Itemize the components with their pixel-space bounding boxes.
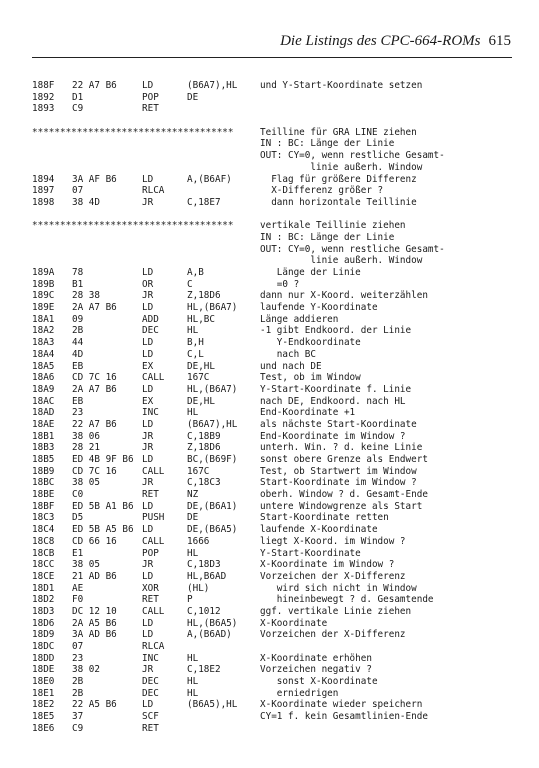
mnemonic: EX (142, 395, 154, 407)
address: 18D9 (32, 629, 55, 641)
mnemonic: SCF (142, 711, 159, 723)
comment: CY=1 f. kein Gesamtlinien-Ende (260, 711, 428, 723)
listing-line (32, 396, 512, 408)
operand: Z,18D6 (187, 290, 221, 302)
mnemonic: RLCA (142, 641, 165, 652)
mnemonic: CALL (142, 372, 165, 384)
opcode-bytes: 3A AF B6 (72, 173, 117, 185)
comment: -1 gibt Endkoord. der Linie (260, 325, 412, 337)
opcode-bytes: B1 (72, 278, 84, 290)
comment: nach DE, Endkoord. nach HL (260, 395, 406, 407)
opcode-bytes: ED 4B 9F B6 (72, 454, 134, 465)
operand: DE,HL (187, 395, 215, 407)
mnemonic: POP (142, 91, 159, 103)
mnemonic: JR (142, 196, 154, 208)
header-title: Die Listings des CPC-664-ROMs (280, 33, 481, 49)
mnemonic: CALL (142, 605, 165, 617)
blank-line (32, 209, 512, 221)
comment: hineinbewegt ? d. Gesamtende (260, 594, 434, 606)
listing-line (32, 325, 512, 337)
address: 18AC (32, 395, 55, 407)
operand: C (187, 278, 193, 290)
listing-line (32, 583, 512, 595)
listing-line (32, 127, 512, 139)
address: 1894 (32, 173, 55, 185)
opcode-bytes: AE (72, 582, 84, 594)
listing-line (32, 618, 512, 630)
address: 1897 (32, 185, 55, 197)
address: 18C4 (32, 524, 55, 536)
mnemonic: POP (142, 547, 159, 559)
comment: unterh. Win. ? d. keine Linie (260, 442, 423, 454)
assembly-listing (32, 80, 512, 735)
opcode-bytes: CD 7C 16 (72, 465, 117, 477)
listing-line (32, 337, 512, 349)
listing-line (32, 653, 512, 665)
listing-line (32, 419, 512, 431)
operand: DE,HL (187, 360, 215, 372)
address: 18CB (32, 547, 55, 559)
comment: erniedrigen (260, 687, 339, 699)
comment: Vorzeichen der X-Differenz (260, 629, 406, 641)
opcode-bytes: D1 (72, 91, 84, 103)
address: 189C (32, 290, 55, 302)
comment: OUT: CY=0, wenn restliche Gesamt- (260, 150, 445, 162)
operand: HL (187, 676, 199, 688)
listing-line (32, 384, 512, 396)
mnemonic: LD (142, 173, 154, 185)
operand: C,18C3 (187, 477, 221, 489)
address: 18A3 (32, 337, 55, 349)
listing-line (32, 220, 512, 232)
operand: HL (187, 547, 199, 559)
listing-line (32, 174, 512, 186)
page-number: 615 (488, 33, 511, 49)
opcode-bytes: 2A A7 B6 (72, 302, 117, 314)
address: 18A9 (32, 383, 55, 395)
opcode-bytes: 22 A7 B6 (72, 80, 117, 91)
comment: IN : BC: Länge der Linie (260, 138, 395, 150)
comment: X-Koordinate erhöhen (260, 652, 372, 664)
operand: B,H (187, 337, 204, 349)
address: 18A6 (32, 372, 55, 384)
listing-line (32, 80, 512, 92)
mnemonic: CALL (142, 535, 165, 547)
operand: C,18B9 (187, 430, 221, 442)
opcode-bytes: 78 (72, 267, 84, 278)
address: 18E5 (32, 711, 55, 723)
listing-line (32, 150, 512, 162)
address: 18D6 (32, 617, 55, 629)
listing-line (32, 372, 512, 384)
address: 188F (32, 80, 55, 91)
address: 18A5 (32, 360, 55, 372)
address: 18C3 (32, 512, 55, 524)
operand: A,(B6AD) (187, 629, 232, 641)
opcode-bytes: CD 7C 16 (72, 372, 117, 384)
mnemonic: LD (142, 570, 154, 582)
comment: nach BC (260, 348, 316, 360)
listing-line (32, 349, 512, 361)
opcode-bytes: 2A A5 B6 (72, 617, 117, 629)
listing-line (32, 279, 512, 291)
address: 18DE (32, 664, 55, 676)
listing-line (32, 103, 512, 115)
opcode-bytes: 38 06 (72, 430, 100, 442)
opcode-bytes: 09 (72, 313, 84, 325)
mnemonic: JR (142, 559, 154, 571)
opcode-bytes: ED 5B A5 B6 (72, 524, 134, 536)
comment: dann horizontale Teillinie (260, 196, 417, 208)
comment: Länge addieren (260, 313, 339, 325)
mnemonic: ADD (142, 313, 159, 325)
opcode-bytes: F0 (72, 594, 84, 606)
header-rule (32, 57, 512, 58)
opcode-bytes: 4D (72, 348, 84, 360)
opcode-bytes: EB (72, 360, 84, 372)
listing-line (32, 92, 512, 104)
mnemonic: RET (142, 103, 159, 115)
address: 1892 (32, 91, 55, 103)
opcode-bytes: 38 05 (72, 477, 100, 489)
address: 18E1 (32, 687, 55, 699)
address: 18CC (32, 559, 55, 571)
comment: X-Koordinate (260, 617, 328, 629)
opcode-bytes: 3A AD B6 (72, 629, 117, 641)
separator-stars: ************************************ (32, 220, 234, 232)
operand: DE (187, 91, 199, 103)
opcode-bytes: 38 05 (72, 559, 100, 571)
opcode-bytes: 22 A7 B6 (72, 418, 117, 430)
address: 18E6 (32, 722, 55, 734)
address: 18B9 (32, 465, 55, 477)
address: 18DC (32, 641, 55, 652)
operand: 1666 (187, 535, 210, 547)
address: 18AE (32, 418, 55, 430)
operand: BC,(B69F) (187, 454, 238, 465)
address: 18A4 (32, 348, 55, 360)
listing-line (32, 255, 512, 267)
listing-line (32, 267, 512, 279)
opcode-bytes: 07 (72, 641, 84, 652)
address: 18CE (32, 570, 55, 582)
listing-line (32, 629, 512, 641)
operand: DE (187, 512, 199, 524)
mnemonic: DEC (142, 676, 159, 688)
listing-line (32, 512, 512, 524)
comment: X-Koordinate im Window ? (260, 559, 395, 571)
listing-line (32, 571, 512, 583)
operand: HL,(B6A7) (187, 302, 238, 314)
comment: als nächste Start-Koordinate (260, 418, 417, 430)
comment: sonst obere Grenze als Endwert (260, 454, 428, 465)
address: 18B5 (32, 454, 55, 465)
listing-line (32, 641, 512, 653)
comment: Teilline für GRA LINE ziehen (260, 126, 417, 138)
address: 1893 (32, 103, 55, 115)
comment: Y-Start-Koordinate (260, 547, 361, 559)
comment: dann nur X-Koord. weiterzählen (260, 290, 428, 302)
listing-line (32, 548, 512, 560)
comment: End-Koordinate im Window ? (260, 430, 406, 442)
operand: NZ (187, 489, 199, 501)
listing-line (32, 723, 512, 735)
address: 18E0 (32, 676, 55, 688)
listing-line (32, 442, 512, 454)
running-header (280, 33, 511, 50)
operand: DE,(B6A1) (187, 500, 238, 512)
mnemonic: OR (142, 278, 154, 290)
address: 18A1 (32, 313, 55, 325)
opcode-bytes: C9 (72, 722, 84, 734)
comment: wird sich nicht in Window (260, 582, 417, 594)
comment: Test, ob im Window (260, 372, 361, 384)
mnemonic: RET (142, 489, 159, 501)
operand: HL (187, 687, 199, 699)
listing-line (32, 185, 512, 197)
mnemonic: LD (142, 348, 154, 360)
listing-line (32, 676, 512, 688)
mnemonic: LD (142, 524, 154, 536)
mnemonic: LD (142, 617, 154, 629)
comment: oberh. Window ? d. Gesamt-Ende (260, 489, 428, 501)
blank-line (32, 115, 512, 127)
opcode-bytes: 22 A5 B6 (72, 699, 117, 711)
comment: linie außerh. Window (260, 255, 423, 267)
comment: laufende X-Koordinate (260, 524, 378, 536)
mnemonic: LD (142, 418, 154, 430)
mnemonic: LD (142, 267, 154, 278)
mnemonic: DEC (142, 687, 159, 699)
mnemonic: CALL (142, 465, 165, 477)
comment: Start-Koordinate retten (260, 512, 389, 524)
listing-line (32, 489, 512, 501)
comment: X-Koordinate wieder speichern (260, 699, 423, 711)
opcode-bytes: 2B (72, 687, 84, 699)
operand: 167C (187, 465, 210, 477)
listing-line (32, 594, 512, 606)
opcode-bytes: E1 (72, 547, 84, 559)
comment: ggf. vertikale Linie ziehen (260, 605, 412, 617)
mnemonic: LD (142, 383, 154, 395)
comment: liegt X-Koord. im Window ? (260, 535, 406, 547)
comment: X-Differenz größer ? (260, 185, 384, 197)
comment: End-Koordinate +1 (260, 407, 356, 419)
address: 189A (32, 267, 55, 278)
operand: HL,BC (187, 313, 215, 325)
address: 18D2 (32, 594, 55, 606)
comment: Vorzeichen negativ ? (260, 664, 372, 676)
operand: (B6A5),HL (187, 699, 238, 711)
opcode-bytes: 44 (72, 337, 84, 349)
mnemonic: LD (142, 337, 154, 349)
opcode-bytes: ED 5B A1 B6 (72, 500, 134, 512)
mnemonic: LD (142, 302, 154, 314)
mnemonic: LD (142, 629, 154, 641)
operand: P (187, 594, 193, 606)
operand: HL (187, 652, 199, 664)
listing-line (32, 699, 512, 711)
comment: Start-Koordinate im Window ? (260, 477, 417, 489)
listing-line (32, 477, 512, 489)
listing-line (32, 466, 512, 478)
address: 1898 (32, 196, 55, 208)
mnemonic: LD (142, 454, 154, 465)
operand: DE,(B6A5) (187, 524, 238, 536)
operand: HL (187, 407, 199, 419)
operand: A,B (187, 267, 204, 278)
mnemonic: EX (142, 360, 154, 372)
opcode-bytes: DC 12 10 (72, 605, 117, 617)
listing-line (32, 664, 512, 676)
address: 189B (32, 278, 55, 290)
listing-line (32, 138, 512, 150)
operand: 167C (187, 372, 210, 384)
comment: linie außerh. Window (260, 161, 423, 173)
mnemonic: JR (142, 442, 154, 454)
mnemonic: INC (142, 407, 159, 419)
opcode-bytes: 23 (72, 407, 84, 419)
comment: und nach DE (260, 360, 322, 372)
comment: sonst X-Koordinate (260, 676, 378, 688)
opcode-bytes: 38 4D (72, 196, 100, 208)
address: 18B1 (32, 430, 55, 442)
operand: Z,18D6 (187, 442, 221, 454)
mnemonic: LD (142, 80, 154, 91)
mnemonic: RET (142, 594, 159, 606)
opcode-bytes: D5 (72, 512, 84, 524)
operand: (HL) (187, 582, 210, 594)
address: 189E (32, 302, 55, 314)
opcode-bytes: 38 02 (72, 664, 100, 676)
mnemonic: PUSH (142, 512, 165, 524)
listing-line (32, 314, 512, 326)
listing-line (32, 431, 512, 443)
opcode-bytes: 37 (72, 711, 84, 723)
address: 18DD (32, 652, 55, 664)
mnemonic: JR (142, 290, 154, 302)
opcode-bytes: EB (72, 395, 84, 407)
listing-line (32, 361, 512, 373)
opcode-bytes: 28 38 (72, 290, 100, 302)
mnemonic: XOR (142, 582, 159, 594)
address: 18A2 (32, 325, 55, 337)
address: 18AD (32, 407, 55, 419)
listing-line (32, 501, 512, 513)
listing-line (32, 302, 512, 314)
operand: HL (187, 325, 199, 337)
address: 18E2 (32, 699, 55, 711)
address: 18BE (32, 489, 55, 501)
address: 18C8 (32, 535, 55, 547)
comment: laufende Y-Koordinate (260, 302, 378, 314)
comment: Test, ob Startwert im Window (260, 465, 417, 477)
operand: C,1012 (187, 605, 221, 617)
comment: Länge der Linie (260, 267, 361, 278)
opcode-bytes: 21 AD B6 (72, 570, 117, 582)
address: 18BC (32, 477, 55, 489)
operand: A,(B6AF) (187, 173, 232, 185)
address: 18D1 (32, 582, 55, 594)
mnemonic: RLCA (142, 185, 165, 197)
comment: Flag für größere Differenz (260, 173, 417, 185)
mnemonic: RET (142, 722, 159, 734)
opcode-bytes: 2B (72, 325, 84, 337)
opcode-bytes: 2A A7 B6 (72, 383, 117, 395)
listing-line (32, 606, 512, 618)
mnemonic: INC (142, 652, 159, 664)
listing-line (32, 407, 512, 419)
opcode-bytes: 23 (72, 652, 84, 664)
opcode-bytes: C9 (72, 103, 84, 115)
mnemonic: LD (142, 500, 154, 512)
listing-line (32, 232, 512, 244)
mnemonic: DEC (142, 325, 159, 337)
opcode-bytes: 28 21 (72, 442, 100, 454)
listing-line (32, 688, 512, 700)
opcode-bytes: CD 66 16 (72, 535, 117, 547)
opcode-bytes: 07 (72, 185, 84, 197)
comment: vertikale Teillinie ziehen (260, 220, 406, 232)
comment: und Y-Start-Koordinate setzen (260, 80, 423, 91)
listing-line (32, 197, 512, 209)
operand: (B6A7),HL (187, 80, 238, 91)
comment: untere Windowgrenze als Start (260, 500, 423, 512)
listing-line (32, 559, 512, 571)
comment: Y-Start-Koordinate f. Linie (260, 383, 412, 395)
address: 18BF (32, 500, 55, 512)
mnemonic: LD (142, 699, 154, 711)
separator-stars: ************************************ (32, 126, 234, 138)
comment: =0 ? (260, 278, 300, 290)
comment: Y-Endkoordinate (260, 337, 361, 349)
operand: C,L (187, 348, 204, 360)
address: 18D3 (32, 605, 55, 617)
operand: C,18E2 (187, 664, 221, 676)
listing-line (32, 536, 512, 548)
listing-line (32, 290, 512, 302)
listing-line (32, 711, 512, 723)
operand: C,18E7 (187, 196, 221, 208)
listing-line (32, 454, 512, 466)
opcode-bytes: 2B (72, 676, 84, 688)
listing-line (32, 162, 512, 174)
operand: HL,B6AD (187, 570, 227, 582)
comment: OUT: CY=0, wenn restliche Gesamt- (260, 243, 445, 255)
operand: HL,(B6A7) (187, 383, 238, 395)
opcode-bytes: C0 (72, 489, 84, 501)
mnemonic: JR (142, 477, 154, 489)
comment: Vorzeichen der X-Differenz (260, 570, 406, 582)
listing-line (32, 244, 512, 256)
address: 18B3 (32, 442, 55, 454)
comment: IN : BC: Länge der Linie (260, 231, 395, 243)
mnemonic: JR (142, 664, 154, 676)
operand: (B6A7),HL (187, 418, 238, 430)
operand: C,18D3 (187, 559, 221, 571)
operand: HL,(B6A5) (187, 617, 238, 629)
listing-line (32, 524, 512, 536)
mnemonic: JR (142, 430, 154, 442)
